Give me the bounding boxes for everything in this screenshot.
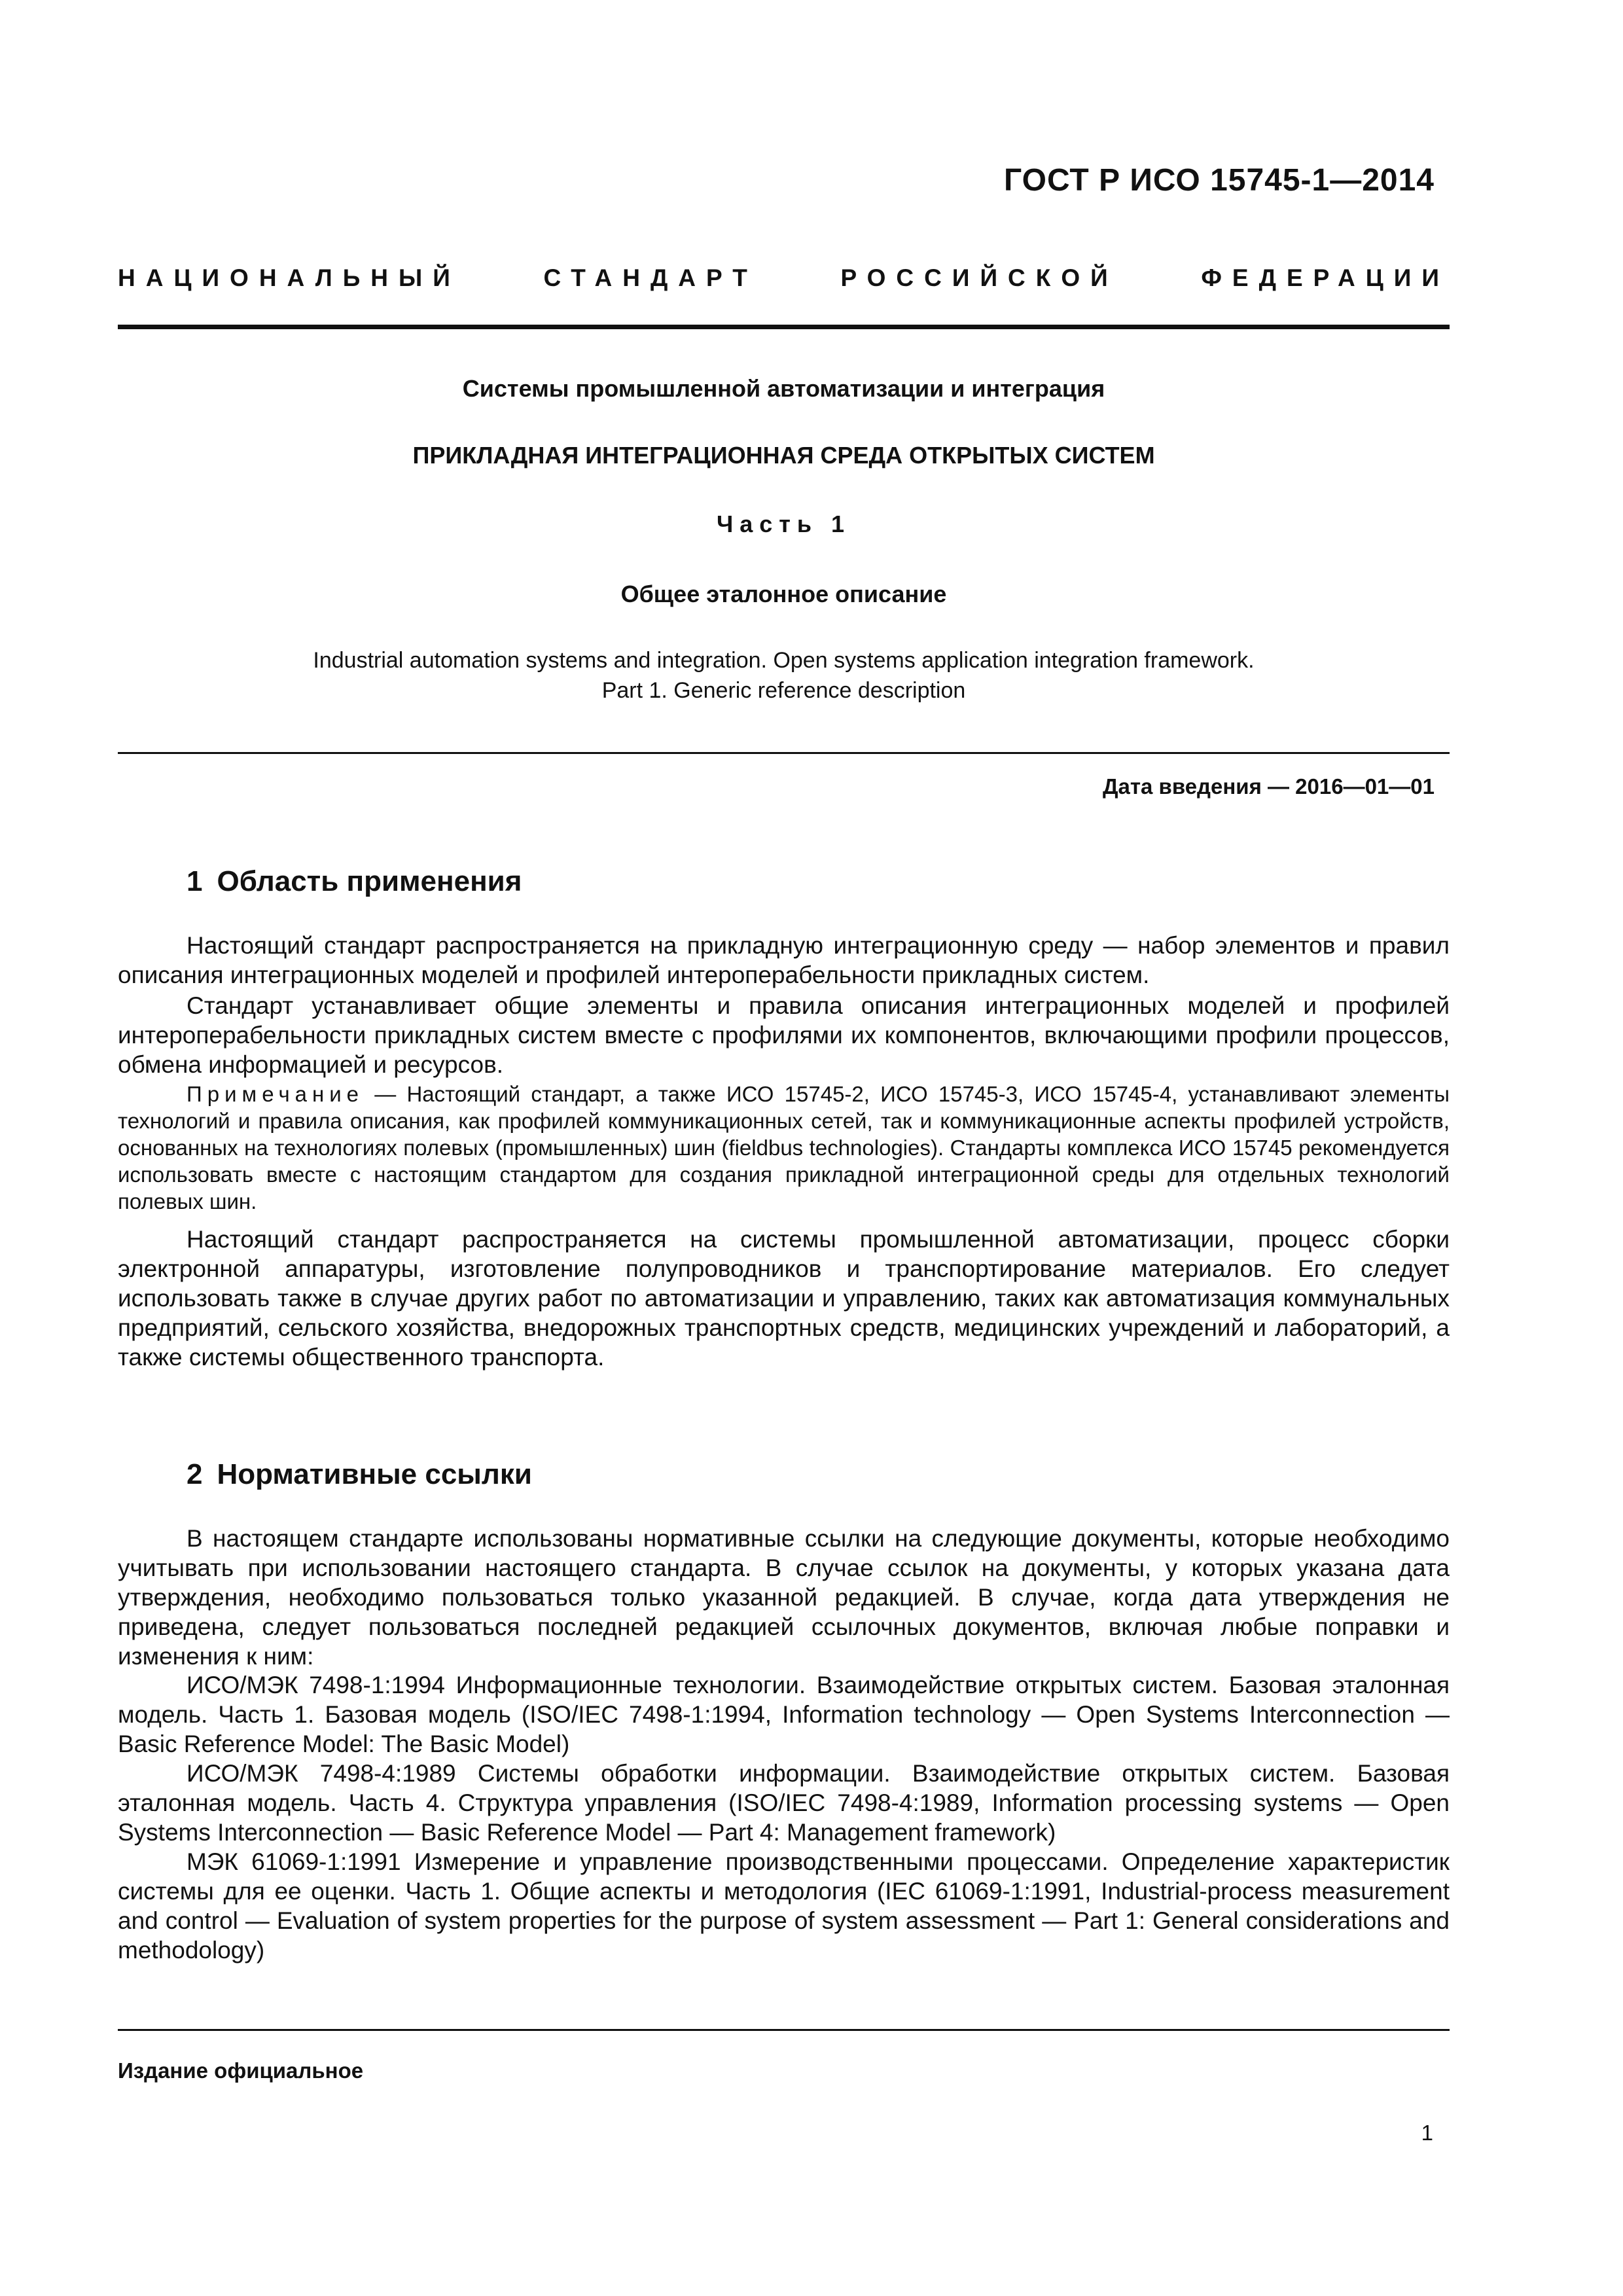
- section-title: Область применения: [217, 865, 522, 897]
- banner-word: НАЦИОНАЛЬНЫЙ: [118, 264, 461, 291]
- section-number: 2: [187, 1458, 203, 1490]
- title-english-line-2: Part 1. Generic reference description: [601, 678, 966, 703]
- section-1-paragraph-1: Настоящий стандарт распространяется на прикладную интеграционную среду — набор элементов и правил описания интеграционных моделей и профилей интероперабельности прикладных систем.: [118, 932, 1450, 988]
- section-number: 1: [187, 865, 203, 897]
- section-1-paragraph-2: Стандарт устанавливает общие элементы и правила описания интеграционных моделей и профилей интероперабельности прикладных систем вместе с профилями их компонентов, включающими профили процессов, обмена информацией и ресурсов.: [118, 992, 1450, 1078]
- document-code: ГОСТ Р ИСО 15745-1—2014: [1004, 163, 1435, 198]
- note-text: — Настоящий стандарт, а также ИСО 15745-2, ИСО 15745-3, ИСО 15745-4, устанавливают элементы технологий и правила описания, как профилей коммуникационных сетей, так и коммуникационные аспекты профилей устройств, основанных на технологиях полевых (промышленных) шин (fieldbus technologies). Стандарты комплекса ИСО 15745 рекомендуется использовать вместе с настоящим стандартом для создания прикладной интеграционной среды для отдельных технологий полевых шин.: [118, 1082, 1450, 1213]
- banner-word: РОССИЙСКОЙ: [840, 264, 1118, 291]
- section-2-paragraph-1: В настоящем стандарте использованы нормативные ссылки на следующие документы, которые необходимо учитывать при использовании настоящего стандарта. В случае ссылок на документы, у которых указана дата утверждения, необходимо пользоваться только указанной редакцией. В случае, когда дата утверждения не приведена, следует пользоваться последней редакцией ссылочных документов, включая любые поправки и изменения к ним:: [118, 1525, 1450, 1670]
- title-part: Часть 1: [716, 511, 851, 537]
- footer-divider: [118, 2029, 1450, 2031]
- banner-word: ФЕДЕРАЦИИ: [1201, 264, 1450, 291]
- section-1-note: [118, 1081, 1450, 1215]
- official-edition-label: Издание официальное: [118, 2058, 364, 2083]
- note-label: Примечание: [187, 1082, 365, 1106]
- page-number: 1: [1421, 2121, 1433, 2145]
- title-main: ПРИКЛАДНАЯ ИНТЕГРАЦИОННАЯ СРЕДА ОТКРЫТЫХ СИСТЕМ: [412, 442, 1155, 469]
- national-standard-banner: [118, 264, 1450, 292]
- banner-word: СТАНДАРТ: [543, 264, 758, 291]
- title-subtitle-1: Системы промышленной автоматизации и интеграция: [462, 375, 1105, 402]
- title-english-line-1: Industrial automation systems and integration. Open systems application integration framework.: [313, 648, 1255, 673]
- header-divider: [118, 325, 1450, 329]
- normative-reference-1: ИСО/МЭК 7498-1:1994 Информационные технологии. Взаимодействие открытых систем. Базовая эталонная модель. Часть 1. Базовая модель (ISO/IEC 7498-1:1994, Information technology — Open Systems Interconnection — Basic Reference Model: The Basic Model): [118, 1672, 1450, 1757]
- section-title: Нормативные ссылки: [217, 1458, 532, 1490]
- date-of-introduction: Дата введения — 2016—01—01: [1103, 774, 1435, 798]
- normative-reference-3: МЭК 61069-1:1991 Измерение и управление производственными процессами. Определение характеристик системы для ее оценки. Часть 1. Общие аспекты и методология (IEC 61069-1:1991, Industrial-process measurement and control — Evaluation of system properties for the purpose of system assessment — Part 1: General considerations and methodology): [118, 1848, 1450, 1964]
- section-1-heading: [187, 865, 522, 898]
- title-divider: [118, 752, 1450, 754]
- normative-reference-2: ИСО/МЭК 7498-4:1989 Системы обработки информации. Взаимодействие открытых систем. Базовая эталонная модель. Часть 4. Структура управления (ISO/IEC 7498-4:1989, Information processing systems — Open Systems Interconnection — Basic Reference Model — Part 4: Management framework): [118, 1760, 1450, 1846]
- section-2-heading: [187, 1458, 532, 1491]
- title-subtitle-2: Общее эталонное описание: [620, 581, 947, 607]
- section-1-paragraph-3: Настоящий стандарт распространяется на системы промышленной автоматизации, процесс сборки электронной аппаратуры, изготовление полупроводников и транспортирование материалов. Его следует использовать также в случае других работ по автоматизации и управлению, таких как автоматизация коммунальных предприятий, сельского хозяйства, внедорожных транспортных средств, медицинских учреждений и лабораторий, а также системы общественного транспорта.: [118, 1226, 1450, 1371]
